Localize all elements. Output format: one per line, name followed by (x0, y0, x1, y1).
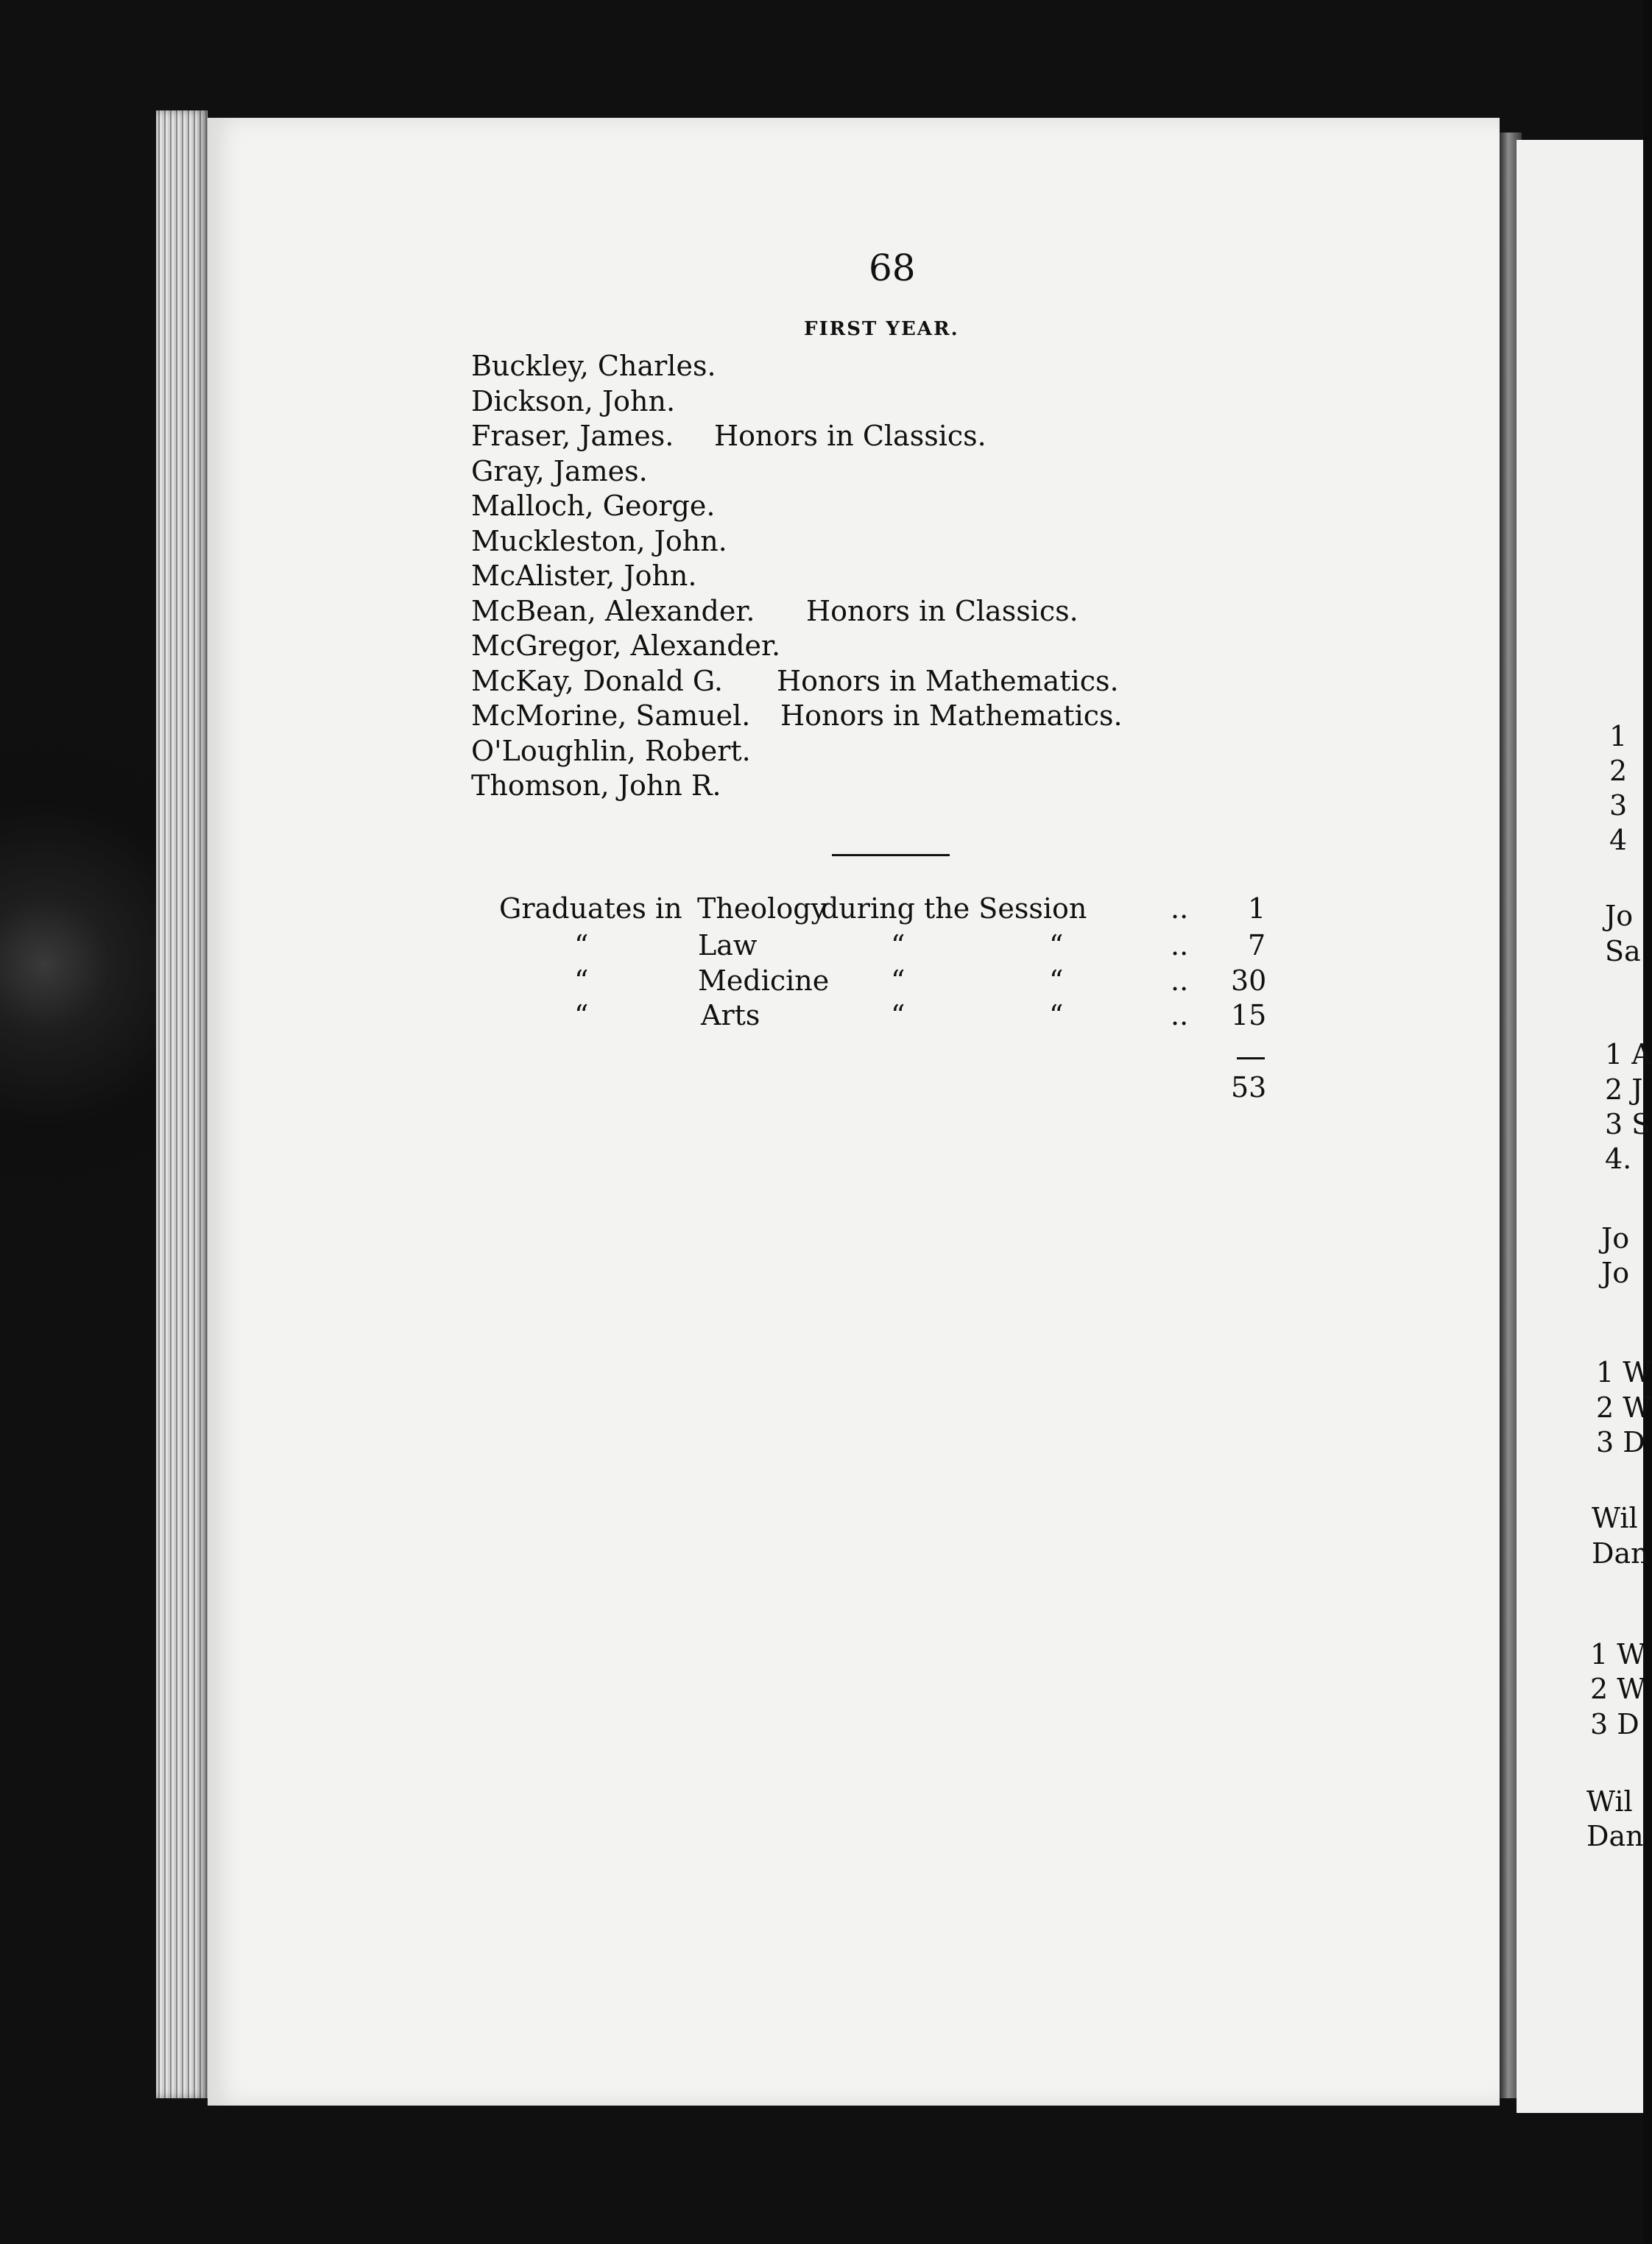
ditto-mark: “ (1049, 929, 1064, 962)
list-item (471, 560, 780, 595)
graduate-count: 7 (1248, 929, 1266, 962)
ditto-mark: “ (891, 964, 906, 997)
student-name: Buckley, Charles. (471, 350, 716, 382)
fragment: 3 (1609, 789, 1628, 822)
ditto-mark: “ (1049, 999, 1064, 1031)
fragment: Jo (1605, 900, 1634, 932)
faculty-name: Medicine (698, 964, 830, 997)
fragment: 3 S (1605, 1108, 1651, 1140)
student-name: Fraser, James. (471, 420, 674, 452)
fragment: Jo (1601, 1222, 1630, 1255)
student-name: Gray, James. (471, 454, 648, 487)
list-item (471, 735, 780, 770)
graduates-prefix: Graduates in (499, 892, 682, 925)
student-honors: Honors in Mathematics. (780, 699, 1123, 732)
list-item (471, 350, 780, 385)
ditto-mark: “ (891, 929, 906, 962)
student-name: McAlister, John. (471, 560, 697, 592)
table-row (0, 929, 1643, 964)
ditto-mark: “ (574, 964, 589, 997)
graduate-count: 1 (1248, 892, 1266, 925)
fragment: Dan (1592, 1537, 1649, 1570)
student-name: Thomson, John R. (471, 769, 721, 802)
student-name: McGregor, Alexander. (471, 629, 781, 662)
fragment: 1 W (1596, 1356, 1652, 1389)
fragment: Dan (1586, 1820, 1644, 1852)
fragment: 3 D (1596, 1426, 1645, 1458)
fragment: Wil (1586, 1785, 1633, 1818)
table-row (0, 892, 1643, 928)
fragment: 2 J (1605, 1073, 1643, 1106)
fragment: Wil (1592, 1502, 1638, 1534)
list-item (471, 769, 780, 805)
leader-dots: .. (1171, 999, 1189, 1031)
student-honors: Honors in Classics. (806, 594, 1079, 627)
table-row (0, 964, 1643, 1000)
fragment: 1 (1609, 720, 1628, 752)
student-name: Dickson, John. (471, 384, 676, 417)
document-page (208, 118, 1500, 2106)
list-item (471, 455, 780, 490)
graduate-count: 15 (1231, 999, 1267, 1031)
fragment: 2 W (1596, 1391, 1652, 1424)
list-item (471, 525, 780, 560)
ditto-mark: “ (574, 999, 589, 1031)
leader-dots: .. (1171, 929, 1189, 962)
faculty-name: Theology (697, 892, 827, 925)
fragment: Jo (1601, 1257, 1630, 1289)
list-item (471, 594, 1079, 630)
student-honors: Honors in Classics. (714, 420, 986, 452)
page-number: 68 (869, 247, 916, 289)
section-divider (832, 854, 950, 856)
leader-dots: .. (1171, 892, 1189, 925)
faculty-name: Arts (701, 999, 760, 1031)
fragment: 3 D (1590, 1708, 1639, 1740)
section-title: FIRST YEAR. (804, 318, 959, 340)
list-item (471, 664, 1119, 700)
list-item (471, 490, 780, 525)
student-name: McBean, Alexander. (471, 594, 755, 627)
book-page-edges (156, 110, 208, 2098)
student-name: O'Loughlin, Robert. (471, 734, 751, 767)
student-list (471, 350, 1123, 805)
student-honors: Honors in Mathematics. (777, 664, 1119, 697)
fragment: 4 (1609, 824, 1628, 856)
faculty-name: Law (698, 929, 758, 962)
student-name: Muckleston, John. (471, 524, 727, 557)
list-item (471, 385, 780, 420)
graduates-total: 53 (1231, 1071, 1267, 1104)
table-row (0, 999, 1643, 1034)
list-item (471, 699, 1123, 735)
fragment: 1 A (1605, 1038, 1652, 1070)
fragment: 4. (1605, 1143, 1632, 1175)
graduates-suffix: during the Session (821, 892, 1087, 925)
leader-dots: .. (1171, 964, 1189, 997)
fragment: 1 W (1590, 1638, 1646, 1670)
graduate-count: 30 (1231, 964, 1267, 997)
list-item (471, 629, 780, 665)
ditto-mark: “ (1049, 964, 1064, 997)
fragment: 2 (1609, 755, 1628, 787)
ditto-mark: “ (574, 929, 589, 962)
student-name: McMorine, Samuel. (471, 699, 751, 732)
ditto-mark: “ (891, 999, 906, 1031)
student-name: Malloch, George. (471, 490, 716, 522)
list-item (471, 420, 986, 455)
student-name: McKay, Donald G. (471, 664, 723, 697)
fragment: 2 W (1590, 1673, 1646, 1705)
total-divider (1237, 1057, 1265, 1059)
fragment: Sa (1605, 935, 1641, 967)
